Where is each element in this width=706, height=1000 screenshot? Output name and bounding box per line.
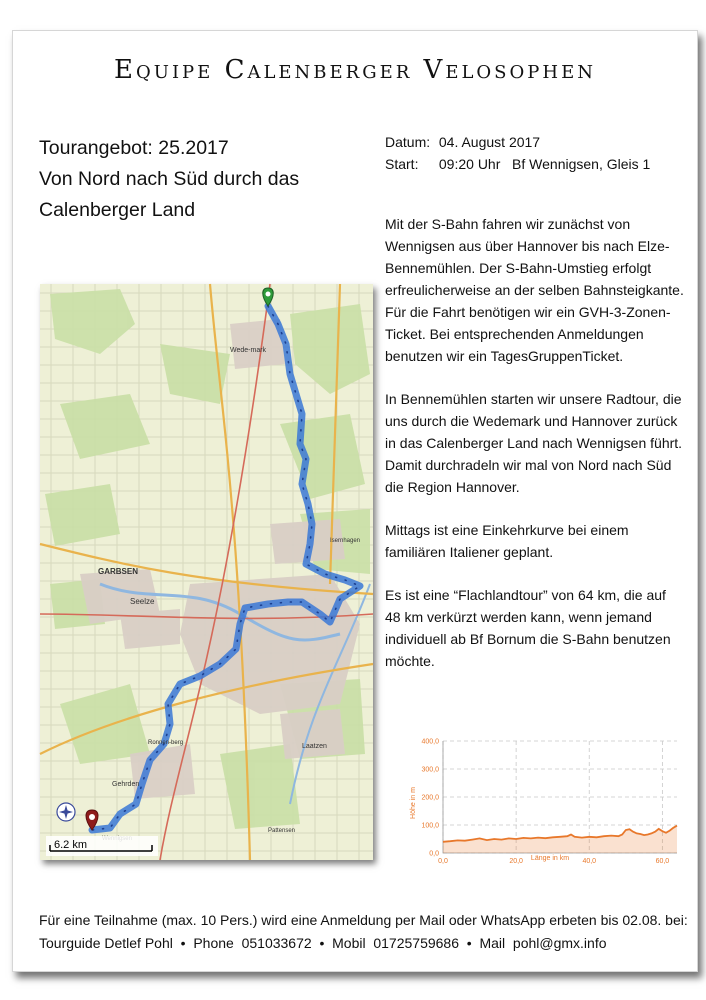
start-label: Start:: [385, 156, 419, 172]
elevation-y-tick-label: 200,0: [421, 794, 439, 802]
tour-number: Tourangebot: 25.2017: [39, 137, 229, 159]
elevation-y-tick-label: 100,0: [421, 822, 439, 830]
label-garbsen: GARBSEN: [98, 567, 139, 576]
scale-label: 6.2 km: [54, 839, 88, 851]
label-laatzen: Laatzen: [302, 743, 327, 750]
elevation-x-tick-label: 40,0: [582, 858, 597, 865]
route-map: [40, 284, 373, 860]
elevation-profile: [381, 701, 681, 865]
page-title: Equipe Calenberger Velosophen: [114, 55, 596, 85]
description-paragraph-1: Mit der S-Bahn fahren wir zunächst von Wennigsen aus über Hannover bis nach Elze-Bennemühlen. Der S-Bahn-Umstieg erfolgt erfreulicherweise an der selben Bahnsteigkante. Für die Fahrt benötigen wir ein GVH-3-Zonen-Ticket. Bei entsprechenden Anmeldungen benutzen wir ein TagesGruppenTicket.: [385, 216, 684, 364]
contact-line: Tourguide Detlef Pohl • Phone 051033672 • Mobil 01725759686 • Mail pohl@gmx.info: [39, 935, 607, 951]
compass-icon: [57, 803, 75, 821]
footer: [39, 909, 689, 955]
label-ronnenberg: Ronnen-berg: [148, 740, 184, 746]
description-paragraph-4: Es ist eine “Flachlandtour” von 64 km, die auf 48 km verkürzt werden kann, wenn jemand individuell ab Bf Bornum die S-Bahn benutzen möchte.: [385, 587, 671, 669]
label-pattensen: Pattensen: [268, 828, 296, 834]
elevation-y-tick-label: 0,0: [429, 850, 439, 858]
elevation-x-axis-label: Länge in km: [530, 855, 570, 862]
tour-subtitle-line-1: Von Nord nach Süd durch das: [39, 168, 300, 190]
label-seelze: Seelze: [130, 597, 155, 606]
tour-heading: [39, 133, 359, 226]
elevation-chart: [381, 701, 681, 865]
start-value: 09:20 Uhr Bf Wennigsen, Gleis 1: [438, 156, 651, 172]
date-label: Datum:: [385, 134, 431, 150]
scale-bar: [46, 836, 158, 856]
registration-note: Für eine Teilnahme (max. 10 Pers.) wird eine Anmeldung per Mail oder WhatsApp erbeten bis 02.08. bei:: [39, 912, 688, 928]
date-value: 04. August 2017: [438, 134, 541, 150]
route-map-image: [40, 284, 373, 860]
tour-description: [385, 213, 685, 693]
elevation-y-tick-label: 300,0: [421, 766, 439, 774]
start-row: [385, 153, 650, 175]
elevation-x-tick-label: 0,0: [438, 858, 448, 865]
label-wedemark: Wede-mark: [230, 347, 267, 354]
label-gehrden: Gehrden: [112, 781, 140, 788]
description-paragraph-3: Mittags ist eine Einkehrkurve bei einem familiären Italiener geplant.: [385, 522, 629, 560]
description-paragraph-2: In Bennemühlen starten wir unsere Radtour, die uns durch die Wedemark und Hannover zurück in das Calenberger Land nach Wennigsen führt. Damit durchradeln wir mal von Nord nach Süd die Region Hannover.: [385, 391, 683, 495]
elevation-x-tick-label: 20,0: [509, 858, 523, 865]
elevation-y-axis-label: Höhe in m: [410, 787, 417, 819]
elevation-x-tick-label: 60,0: [655, 858, 670, 865]
tour-subtitle-line-2: Calenberger Land: [39, 199, 196, 221]
tour-info: [385, 131, 650, 175]
elevation-y-tick-label: 400,0: [421, 738, 439, 746]
flyer-sheet: [12, 30, 698, 972]
label-isernhagen: Isernhagen: [330, 538, 361, 544]
date-row: [385, 131, 650, 153]
